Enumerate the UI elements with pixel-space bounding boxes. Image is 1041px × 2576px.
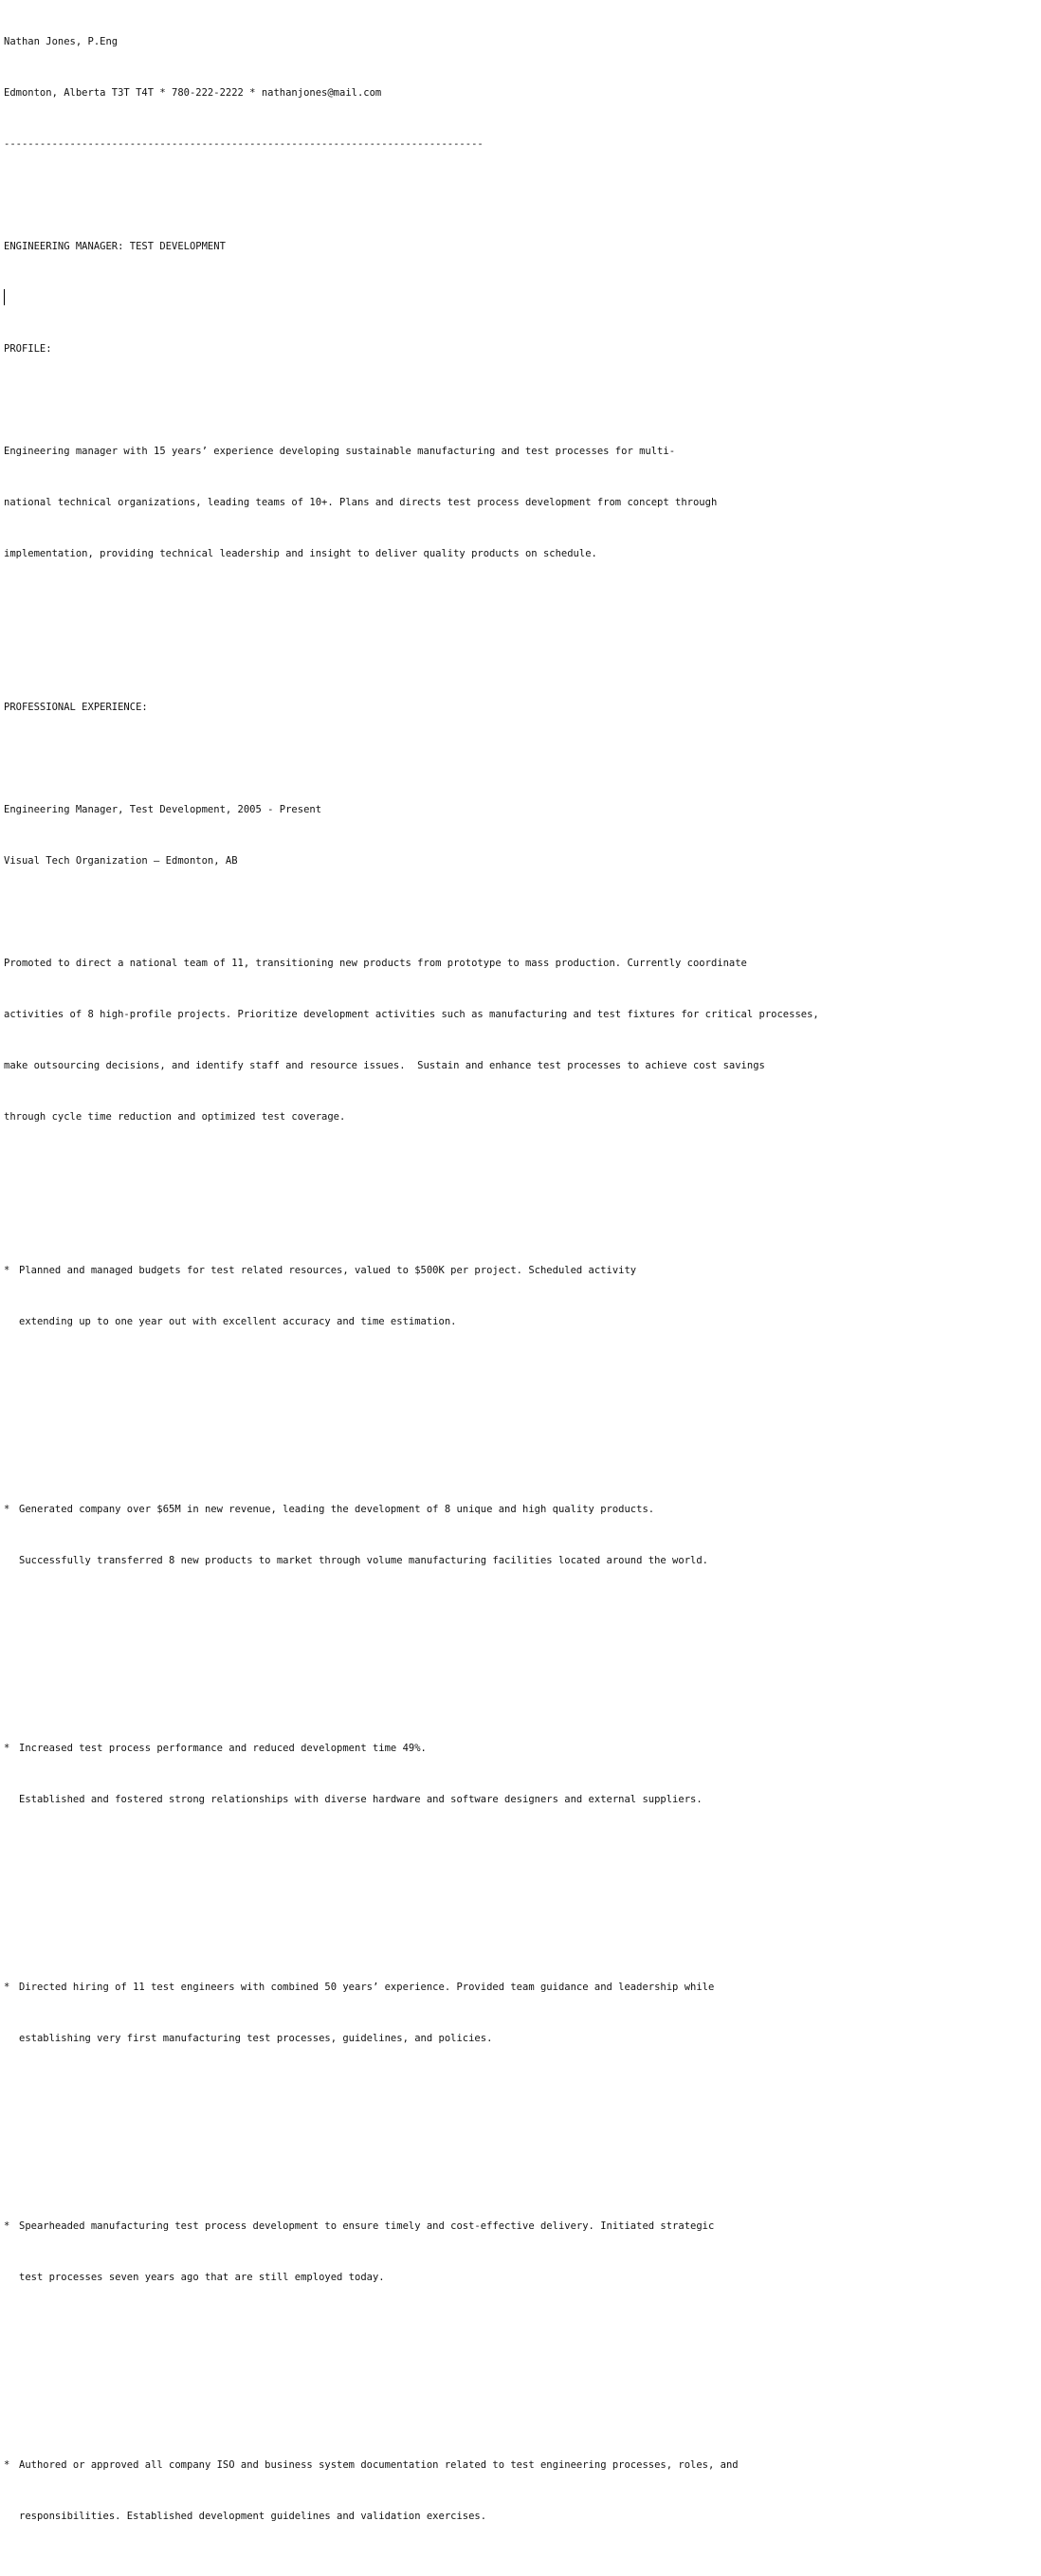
- bullet-marker: *: [4, 1743, 10, 1754]
- achievement-bullet: [4, 1228, 1039, 1364]
- bullet-text: Directed hiring of 11 test engineers with combined 50 years’ experience. Provided team guidance and leadership while: [19, 1982, 715, 1993]
- spacer: [4, 904, 1039, 921]
- profile-heading: PROFILE:: [4, 343, 52, 355]
- spacer: [4, 2354, 1039, 2371]
- bullet-text-continued: extending up to one year out with excellent accuracy and time estimation.: [19, 1316, 457, 1327]
- candidate-name: Nathan Jones, P.Eng: [4, 36, 119, 47]
- achievement-bullet: [4, 1706, 1039, 1842]
- bullet-text: Planned and managed budgets for test related resources, valued to $500K per project. Scheduled activity: [19, 1265, 637, 1276]
- profile-line: national technical organizations, leading teams of 10+. Plans and directs test process development from concept through: [4, 497, 718, 508]
- spacer: [4, 2115, 1039, 2132]
- summary-line: through cycle time reduction and optimized test coverage.: [4, 1111, 346, 1123]
- bullet-text-continued: establishing very first manufacturing test processes, guidelines, and policies.: [19, 2033, 493, 2044]
- achievement-bullet: [4, 2183, 1039, 2320]
- bullet-text: Spearheaded manufacturing test process development to ensure timely and cost-effective delivery. Initiated strategic: [19, 2220, 715, 2232]
- bullet-marker: *: [4, 1982, 10, 1993]
- summary-line: Promoted to direct a national team of 11, transitioning new products from prototype to mass production. Currently coordinate: [4, 958, 747, 969]
- bullet-text: Authored or approved all company ISO and business system documentation related to test engineering processes, roles, and: [19, 2459, 739, 2471]
- spacer: [4, 187, 1039, 204]
- bullet-text: Generated company over $65M in new revenue, leading the development of 8 unique and high quality products.: [19, 1504, 655, 1515]
- contact-line: Edmonton, Alberta T3T T4T * 780-222-2222 * nathanjones@mail.com: [4, 87, 382, 99]
- spacer: [4, 1160, 1039, 1177]
- achievement-bullet: [4, 1467, 1039, 1603]
- spacer: [4, 1876, 1039, 1893]
- spacer: [4, 648, 1039, 665]
- achievement-bullet: [4, 2422, 1039, 2559]
- profile-line: implementation, providing technical leadership and insight to deliver quality products on schedule.: [4, 548, 597, 559]
- caret-line: [4, 289, 1039, 306]
- text-cursor: [4, 289, 5, 305]
- profile-line: Engineering manager with 15 years’ experience developing sustainable manufacturing and test processes for multi-: [4, 446, 676, 457]
- achievement-bullet: [4, 1945, 1039, 2081]
- spacer: [4, 1637, 1039, 1654]
- bullet-text-continued: Successfully transferred 8 new products to market through volume manufacturing facilities located around the world.: [19, 1555, 708, 1566]
- spacer: [4, 392, 1039, 409]
- resume-document[interactable]: [4, 0, 1039, 2576]
- bullet-text: Increased test process performance and reduced development time 49%.: [19, 1743, 427, 1754]
- summary-line: make outsourcing decisions, and identify staff and resource issues. Sustain and enhance test processes to achieve cost savings: [4, 1060, 765, 1071]
- bullet-text-continued: Established and fostered strong relationships with diverse hardware and software designers and external suppliers.: [19, 1794, 703, 1805]
- bullet-marker: *: [4, 1265, 10, 1276]
- job-title: Engineering Manager, Test Development, 2005 - Present: [4, 804, 322, 815]
- bullet-text-continued: responsibilities. Established development guidelines and validation exercises.: [19, 2511, 487, 2522]
- divider-rule: --------------------------------------------------------------------------------: [4, 138, 484, 150]
- spacer: [4, 750, 1039, 767]
- company-line: Visual Tech Organization – Edmonton, AB: [4, 855, 238, 867]
- experience-heading: PROFESSIONAL EXPERIENCE:: [4, 702, 148, 713]
- bullet-marker: *: [4, 2220, 10, 2232]
- bullet-marker: *: [4, 1504, 10, 1515]
- bullet-text-continued: test processes seven years ago that are still employed today.: [19, 2272, 385, 2283]
- spacer: [4, 596, 1039, 613]
- bullet-marker: *: [4, 2459, 10, 2471]
- spacer: [4, 1398, 1039, 1416]
- summary-line: activities of 8 high-profile projects. Prioritize development activities such as manufacturing and test fixtures for critical processes,: [4, 1009, 819, 1020]
- headline: ENGINEERING MANAGER: TEST DEVELOPMENT: [4, 241, 226, 252]
